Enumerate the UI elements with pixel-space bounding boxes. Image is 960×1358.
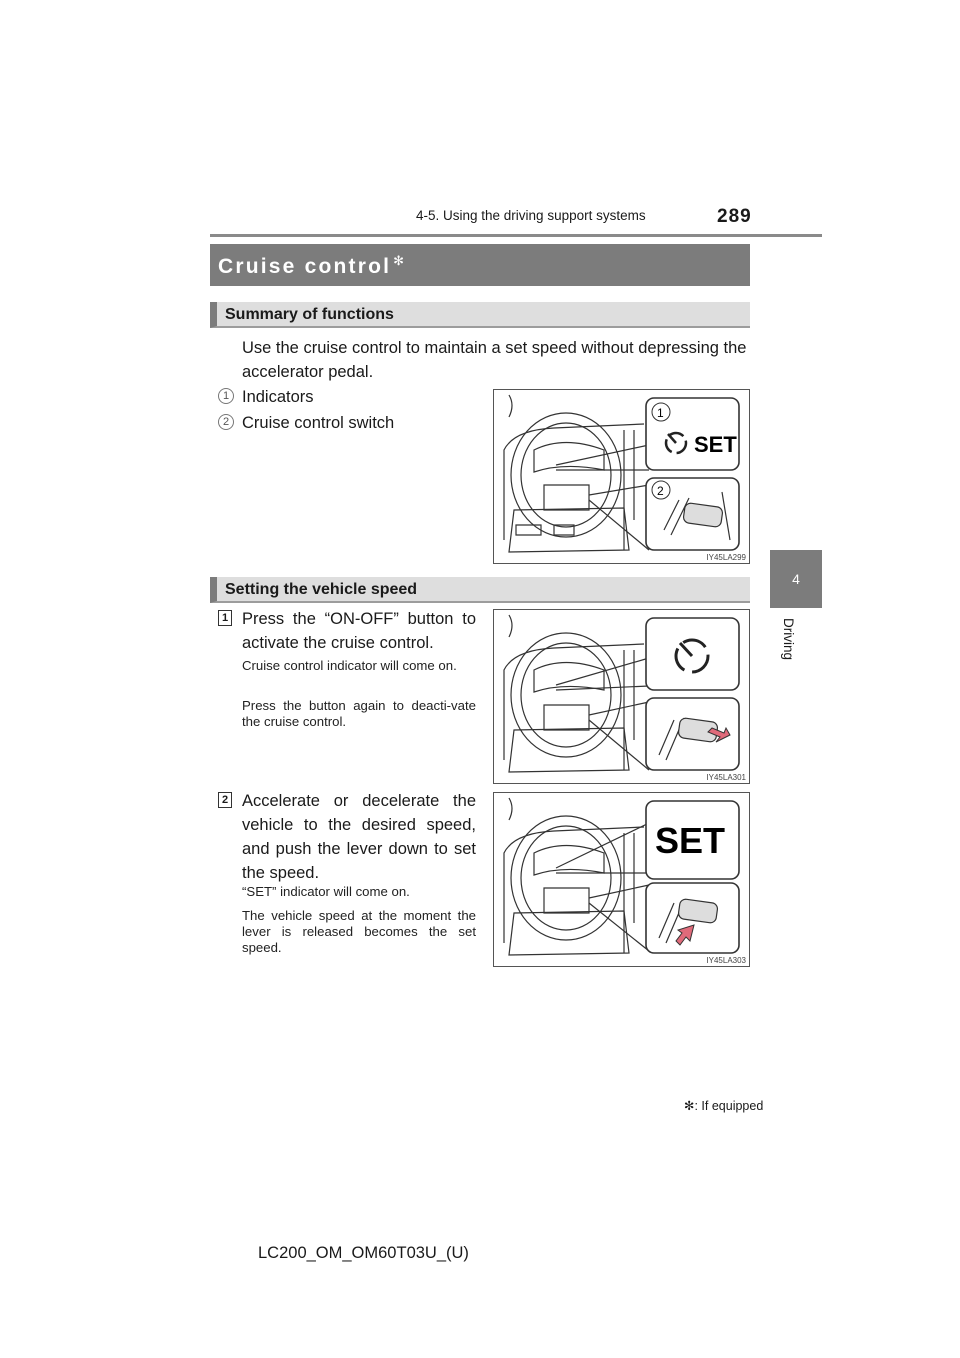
footnote-marker-icon: ✻	[684, 1099, 695, 1113]
footnote	[684, 1098, 763, 1113]
step-number-2: 2	[218, 792, 232, 808]
chapter-tab[interactable]	[770, 550, 822, 608]
figure-code: IY45LA303	[706, 956, 746, 965]
chapter-number: 4	[792, 571, 800, 587]
step-2-note-1: “SET” indicator will come on.	[242, 884, 410, 899]
section-title: 4-5. Using the driving support systems	[416, 208, 646, 223]
set-lever-illustration	[494, 793, 750, 967]
chapter-label: Driving	[781, 618, 796, 661]
document-code: LC200_OM_OM60T03U_(U)	[258, 1244, 469, 1262]
page-title: Cruise control	[218, 255, 392, 278]
on-off-illustration	[494, 610, 750, 784]
step-2-text: Accelerate or decelerate the vehicle to the desired speed, and push the lever down to set the speed.	[242, 792, 476, 882]
step-number-1: 1	[218, 610, 232, 626]
figure-summary	[493, 389, 750, 564]
step-1-note-1: Cruise control indicator will come on.	[242, 658, 457, 673]
figure-code: IY45LA299	[706, 553, 746, 562]
figure-step-1	[493, 609, 750, 784]
item-number-2: 2	[218, 414, 234, 430]
item-number-1: 1	[218, 388, 234, 404]
step-2-note-2: The vehicle speed at the moment the lever is released becomes the set speed.	[242, 908, 476, 955]
header-rule	[210, 234, 822, 237]
summary-heading: Summary of functions	[210, 302, 750, 328]
footnote-text: : If equipped	[694, 1099, 764, 1113]
summary-intro: Use the cruise control to maintain a set speed without depressing the accelerator pedal.	[242, 339, 747, 381]
dashboard-illustration	[494, 390, 750, 564]
if-equipped-marker-icon: ✻	[393, 253, 405, 268]
figure-code: IY45LA301	[706, 773, 746, 782]
step-1-text: Press the “ON-OFF” button to activate the cruise control.	[242, 610, 476, 652]
step-1-note-2: Press the button again to deacti-vate the cruise control.	[242, 698, 476, 729]
item-label-switch: Cruise control switch	[242, 414, 395, 432]
title-banner	[210, 244, 750, 286]
figure-step-2	[493, 792, 750, 967]
setting-heading: Setting the vehicle speed	[210, 577, 750, 603]
svg-text:2: 2	[657, 484, 664, 498]
svg-text:1: 1	[657, 406, 664, 420]
page-number: 289	[717, 206, 752, 227]
set-callout: SET	[694, 432, 737, 457]
set-callout-large: SET	[655, 820, 726, 861]
item-label-indicators: Indicators	[242, 388, 314, 406]
